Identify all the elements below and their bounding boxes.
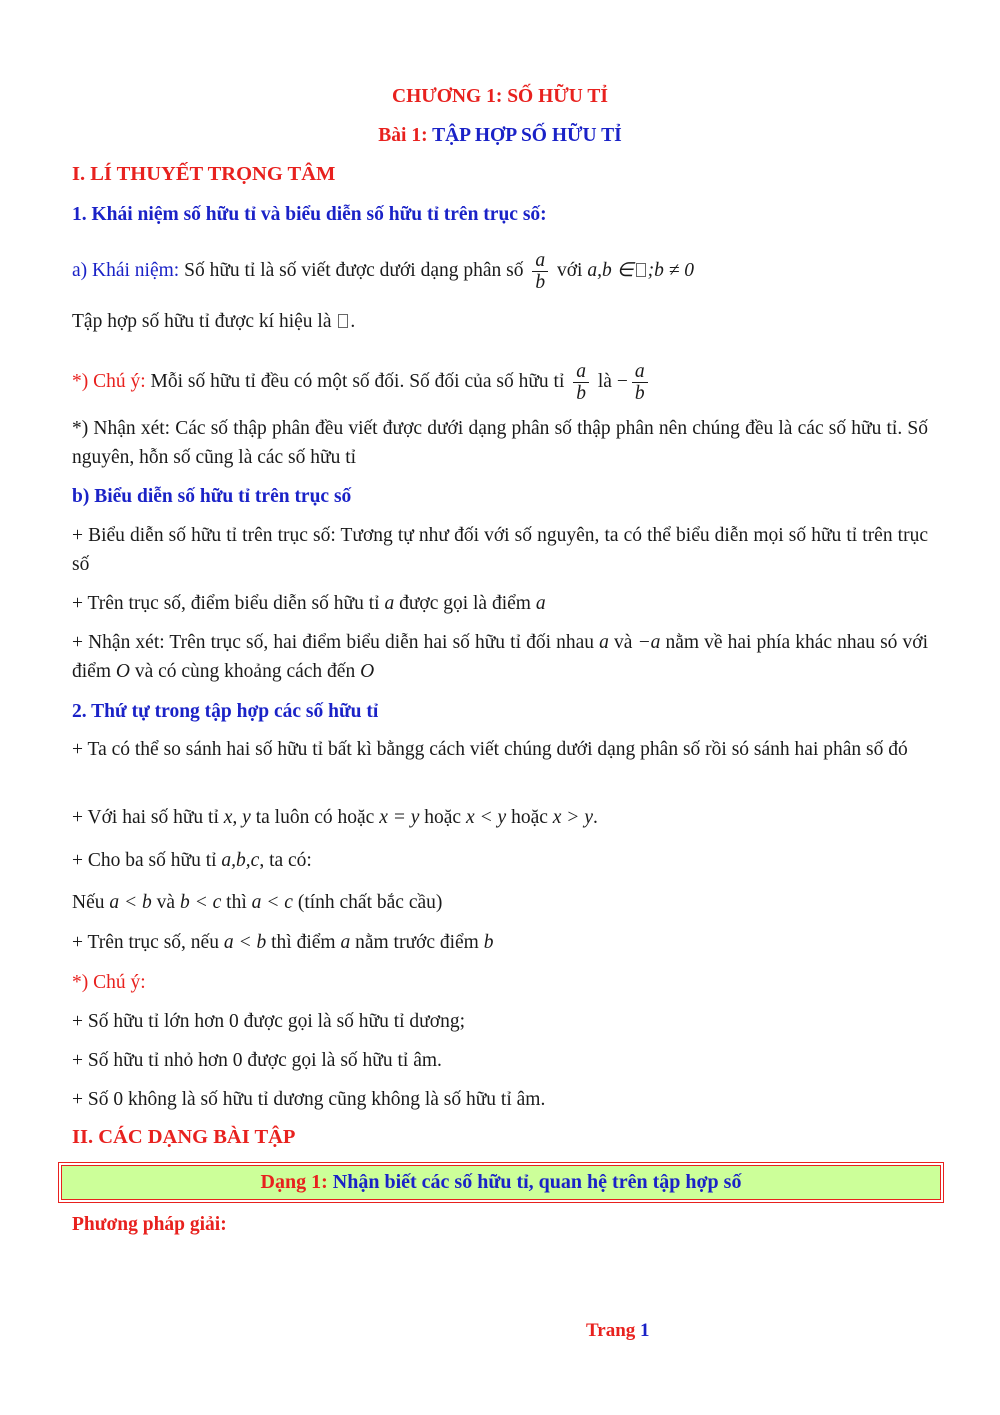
math-variable: −a bbox=[637, 632, 661, 653]
math-variable: b bbox=[483, 932, 494, 953]
math-expression: a < c bbox=[251, 892, 293, 913]
fraction-numerator: a bbox=[532, 250, 548, 272]
representation-remark bbox=[72, 628, 928, 686]
remark-decimal: *) Nhận xét: Các số thập phân đều viết được dưới dạng phân số thập phân nên chúng đều là các số hữu tỉ. Số nguyên, hỗn số cũng là các số hữu tỉ bbox=[72, 418, 928, 468]
math-variable: O bbox=[115, 661, 130, 682]
text-segment: và bbox=[156, 892, 176, 913]
fraction-numerator: a bbox=[573, 361, 589, 383]
concept-line bbox=[72, 250, 928, 293]
page-label: Trang bbox=[586, 1320, 636, 1341]
text-segment: + Nhận xét: Trên trục số, hai điểm biểu diễn hai số hữu tỉ đối nhau bbox=[72, 632, 594, 653]
math-expression: b < c bbox=[179, 892, 222, 913]
text-segment: + Cho ba số hữu tỉ bbox=[72, 850, 217, 871]
concept-condition-a: a,b ∈ bbox=[587, 259, 634, 281]
fraction-denominator: b bbox=[576, 383, 587, 404]
text-segment: hoặc bbox=[511, 807, 548, 828]
method-heading: Phương pháp giải: bbox=[72, 1214, 227, 1235]
fraction-denominator: b bbox=[535, 272, 546, 293]
text-segment: hoặc bbox=[424, 807, 462, 828]
text-segment: thì bbox=[226, 892, 247, 913]
text-segment: + Trên trục số, nếu bbox=[72, 932, 219, 953]
order-transitive-line bbox=[72, 888, 928, 917]
text-segment: và có cùng khoảng cách đến bbox=[134, 661, 356, 682]
representation-point-line bbox=[72, 589, 928, 618]
fraction-denominator: b bbox=[634, 383, 645, 404]
math-variable: a bbox=[340, 932, 351, 953]
exercise-type-banner bbox=[61, 1165, 941, 1200]
fraction-a-over-b bbox=[573, 361, 589, 404]
text-segment: được gọi là điểm bbox=[399, 593, 531, 614]
set-notation-line bbox=[72, 307, 928, 336]
negative-rational-line: + Số hữu tỉ nhỏ hơn 0 được gọi là số hữu tỉ âm. bbox=[72, 1050, 442, 1071]
concept-text: Số hữu tỉ là số viết được dưới dạng phân số bbox=[184, 259, 524, 281]
fraction-neg-a-over-b bbox=[632, 361, 648, 404]
text-segment: + Trên trục số, điểm biểu diễn số hữu tỉ bbox=[72, 593, 380, 614]
math-expression: a < b bbox=[109, 892, 152, 913]
subheading-order: 2. Thứ tự trong tập hợp các số hữu tỉ bbox=[72, 701, 379, 722]
text-segment: , ta có: bbox=[259, 850, 312, 871]
text-segment: Nếu bbox=[72, 892, 105, 913]
text-segment: nằm về hai phía khác nhau só với điểm bbox=[72, 632, 928, 682]
math-variable: a,b,c bbox=[221, 850, 260, 871]
fraction-numerator: a bbox=[632, 361, 648, 383]
math-variable: a bbox=[384, 593, 395, 614]
positive-rational-line: + Số hữu tỉ lớn hơn 0 được gọi là số hữu tỉ dương; bbox=[72, 1011, 465, 1032]
concept-condition-b: ;b ≠ 0 bbox=[647, 259, 695, 281]
math-variable: a bbox=[535, 593, 546, 614]
math-expression: x < y bbox=[465, 807, 507, 828]
concept-label: a) Khái niệm: bbox=[72, 259, 180, 281]
set-notation-text: Tập hợp số hữu tỉ được kí hiệu là bbox=[72, 311, 332, 332]
chapter-title bbox=[0, 82, 1000, 111]
text-segment: + Với hai số hữu tỉ bbox=[72, 807, 219, 828]
page-number: 1 bbox=[640, 1320, 650, 1341]
subheading-concept: 1. Khái niệm số hữu tỉ và biểu diễn số hữu tỉ trên trục số: bbox=[72, 204, 547, 225]
text-segment: . bbox=[592, 807, 598, 828]
order-three-numbers-line bbox=[72, 846, 928, 875]
order-number-line-line bbox=[72, 928, 928, 957]
chapter-name: SỐ HỮU TỈ bbox=[507, 86, 608, 107]
math-expression: a < b bbox=[223, 932, 267, 953]
section-heading-theory: I. LÍ THUYẾT TRỌNG TÂM bbox=[72, 163, 336, 185]
lesson-name: TẬP HỢP SỐ HỮU TỈ bbox=[432, 125, 622, 146]
subheading-number-line: b) Biểu diễn số hữu tỉ trên trục số bbox=[72, 486, 352, 507]
math-expression: x = y bbox=[379, 807, 420, 828]
minus-sign: − bbox=[616, 370, 628, 392]
missing-glyph-icon bbox=[636, 263, 646, 277]
text-segment: ta luôn có hoặc bbox=[255, 807, 375, 828]
page-footer bbox=[586, 1320, 650, 1342]
text-segment: nằm trước điểm bbox=[355, 932, 479, 953]
lesson-title bbox=[0, 121, 1000, 150]
representation-paragraph: + Biểu diễn số hữu tỉ trên trục số: Tương tự như đối với số nguyên, ta có thể biểu diễn mọi số hữu tỉ trên trục số bbox=[72, 525, 928, 575]
math-variable: x, y bbox=[223, 807, 251, 828]
text-segment: thì điểm bbox=[271, 932, 336, 953]
text-segment: (tính chất bắc cầu) bbox=[297, 892, 443, 913]
math-variable: a bbox=[599, 632, 609, 653]
section-heading-exercises: II. CÁC DẠNG BÀI TẬP bbox=[72, 1126, 296, 1148]
order-compare-paragraph: + Ta có thể so sánh hai số hữu tỉ bất kì bằngg cách viết chúng dưới dạng phân số rồi só sánh hai phân số đó bbox=[72, 739, 908, 760]
zero-rational-line: + Số 0 không là số hữu tỉ dương cũng không là số hữu tỉ âm. bbox=[72, 1089, 546, 1110]
fraction-a-over-b bbox=[532, 250, 548, 293]
math-expression: x > y bbox=[552, 807, 593, 828]
note-opposite-line bbox=[72, 361, 928, 404]
chapter-prefix: CHƯƠNG 1: bbox=[392, 86, 503, 107]
exercise-type-title: Nhận biết các số hữu tỉ, quan hệ trên tập hợp số bbox=[332, 1171, 742, 1193]
note-text: Mỗi số hữu tỉ đều có một số đối. Số đối của số hữu tỉ bbox=[150, 370, 565, 392]
set-notation-end: . bbox=[350, 311, 356, 332]
concept-with: với bbox=[556, 259, 583, 281]
note-label: *) Chú ý: bbox=[72, 370, 146, 392]
missing-glyph-icon bbox=[338, 314, 348, 328]
text-segment: và bbox=[613, 632, 633, 653]
note-label-2: *) Chú ý: bbox=[72, 972, 146, 993]
lesson-prefix: Bài 1: bbox=[378, 125, 428, 146]
exercise-type-prefix: Dạng 1: bbox=[260, 1171, 328, 1193]
math-variable: O bbox=[360, 661, 375, 682]
note-is: là bbox=[597, 370, 612, 392]
order-trichotomy-line bbox=[72, 803, 928, 832]
